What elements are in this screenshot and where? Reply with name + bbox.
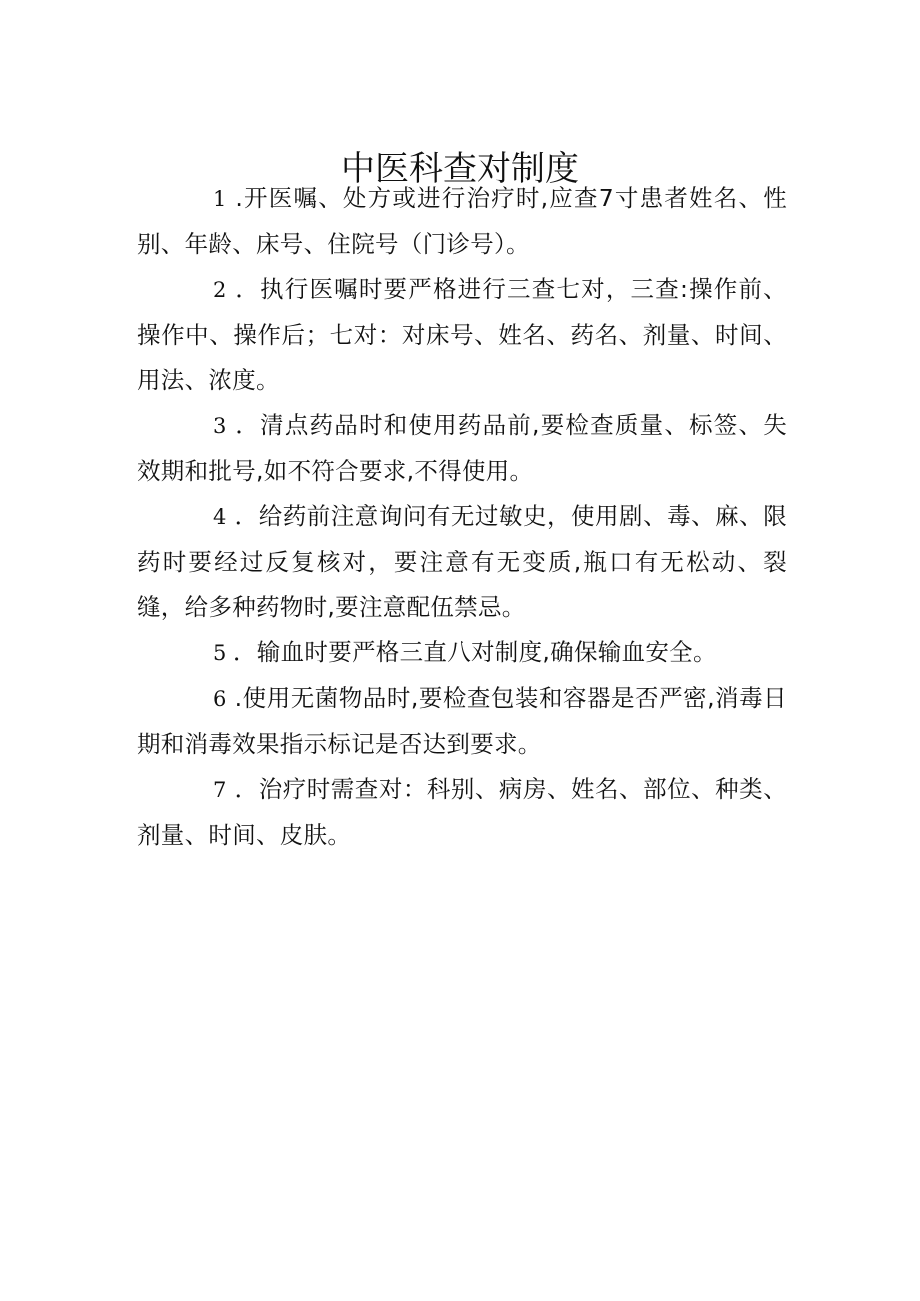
- rule-number: 4: [213, 505, 227, 529]
- rule-text: ．治疗时需查对：科别、病房、姓名、部位、种类、剂量、时间、皮肤。: [137, 775, 787, 849]
- rule-number: 2: [213, 278, 227, 302]
- rules-list: [137, 176, 787, 858]
- rule-text: ．清点药品时和使用药品前,要检查质量、标签、失效期和批号,如不符合要求,不得使用。: [137, 411, 787, 485]
- rule-item-5: [137, 630, 787, 676]
- rule-item-3: [137, 403, 787, 494]
- rule-number: 7: [213, 778, 227, 802]
- rule-number: 3: [213, 414, 227, 438]
- rule-item-4: [137, 494, 787, 630]
- rule-text: ．输血时要严格三直八对制度,确保输血安全。: [233, 638, 717, 666]
- rule-item-6: [137, 676, 787, 767]
- rule-text: .使用无菌物品时,要检查包装和容器是否严密,消毒日期和消毒效果指示标记是否达到要求。: [137, 684, 787, 758]
- rule-number: 6: [213, 687, 227, 711]
- rule-text: ．执行医嘱时要严格进行三查七对，三查:操作前、操作中、操作后；七对：对床号、姓名、药名、剂量、时间、用法、浓度。: [137, 275, 787, 394]
- rule-item-7: [137, 767, 787, 858]
- document-title: 中医科查对制度: [341, 148, 579, 189]
- rule-text: .开医嘱、处方或进行治疗时,应查7寸患者姓名、性别、年龄、床号、住院号（门诊号）。: [137, 184, 787, 258]
- rule-number: 5: [213, 641, 227, 665]
- rule-text: ．给药前注意询问有无过敏史，使用剧、毒、麻、限药时要经过反复核对，要注意有无变质,瓶口有无松动、裂缝，给多种药物时,要注意配伍禁忌。: [137, 502, 787, 621]
- rule-item-1: [137, 176, 787, 267]
- rule-item-2: [137, 267, 787, 403]
- rule-number: 1: [213, 187, 227, 211]
